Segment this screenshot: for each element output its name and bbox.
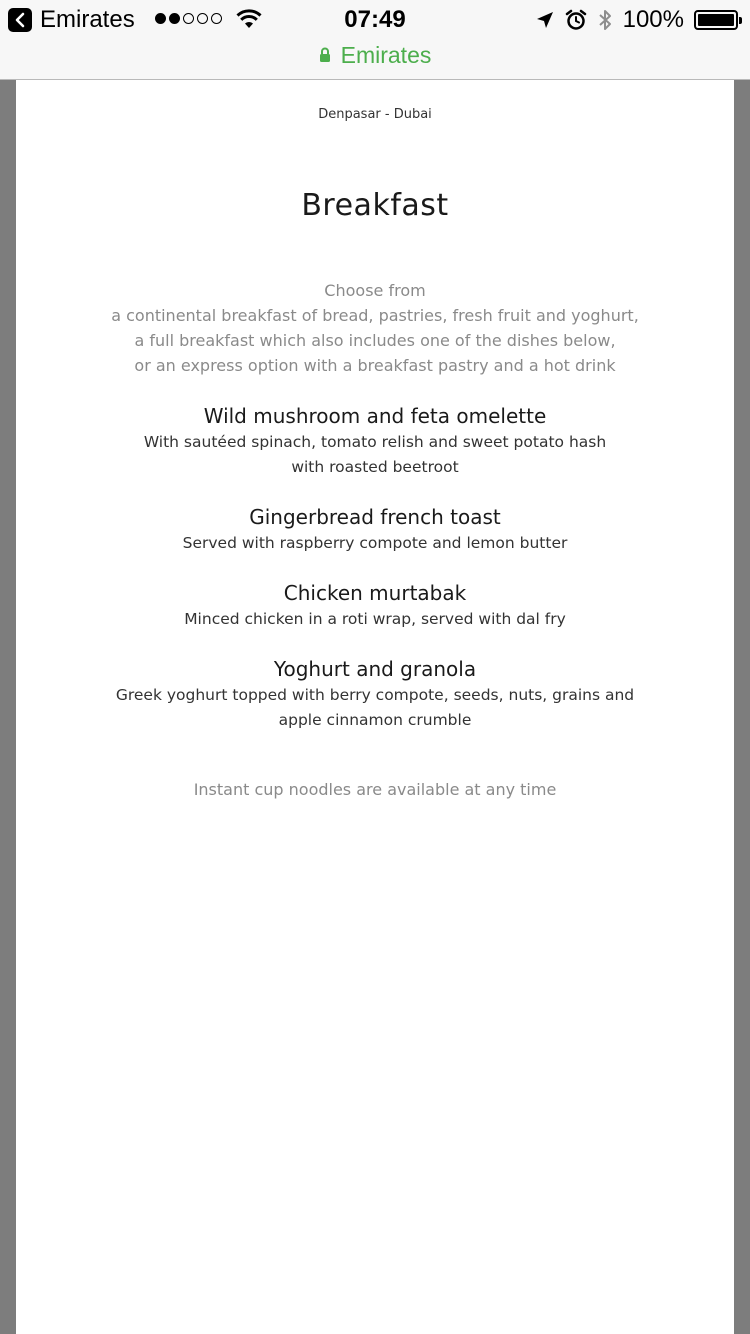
intro-line: or an express option with a breakfast pastry and a hot drink [134,356,616,375]
meal-intro [16,278,734,378]
signal-dot [197,13,208,24]
intro-line: a full breakfast which also includes one of the dishes below, [134,331,616,350]
signal-dot [169,13,180,24]
cellular-signal-icon [155,13,222,24]
dish-description-line: Served with raspberry compote and lemon butter [182,534,568,552]
dish-description-line: Minced chicken in a roti wrap, served with dal fry [184,610,566,628]
dish-description [16,607,734,632]
back-to-app-button[interactable] [8,8,32,32]
dish-description [16,683,734,733]
dish-name: Chicken murtabak [283,581,467,605]
signal-dot [211,13,222,24]
dish-name: Wild mushroom and feta omelette [203,404,547,428]
intro-line: a continental breakfast of bread, pastries, fresh fruit and yoghurt, [111,306,639,325]
site-name: Emirates [340,41,432,68]
battery-icon [694,10,738,30]
battery-percentage: 100% [622,6,684,33]
signal-dot [183,13,194,24]
dish-list [16,402,734,756]
dish-name: Yoghurt and granola [273,657,477,681]
intro-line: Choose from [324,281,426,300]
lock-icon [319,47,331,63]
dish-name: Gingerbread french toast [249,505,501,529]
meal-title: Breakfast [301,188,449,223]
dish-item [16,655,734,733]
dish-description [16,531,734,556]
chevron-left-icon [14,12,26,28]
status-bar [0,0,750,80]
status-icons [535,4,738,36]
dish-description-line: Greek yoghurt topped with berry compote, seeds, nuts, grains and [115,686,635,704]
dish-description-line: With sautéed spinach, tomato relish and sweet potato hash [143,433,607,451]
flight-route: Denpasar - Dubai [318,107,432,122]
back-to-app-label[interactable]: Emirates [40,6,135,33]
dish-item [16,503,734,556]
dish-item [16,579,734,632]
footnote: Instant cup noodles are available at any time [193,780,557,799]
dish-item [16,402,734,480]
address-bar[interactable] [0,40,750,70]
bluetooth-icon [597,8,613,32]
menu-page [16,80,734,1334]
dish-description-line: apple cinnamon crumble [278,711,472,729]
dish-description [16,430,734,480]
location-arrow-icon [535,10,555,30]
alarm-clock-icon [565,9,587,31]
wifi-icon [236,8,262,30]
dish-description-line: with roasted beetroot [291,458,459,476]
signal-dot [155,13,166,24]
clock: 07:49 [344,6,406,33]
battery-level [698,14,734,26]
